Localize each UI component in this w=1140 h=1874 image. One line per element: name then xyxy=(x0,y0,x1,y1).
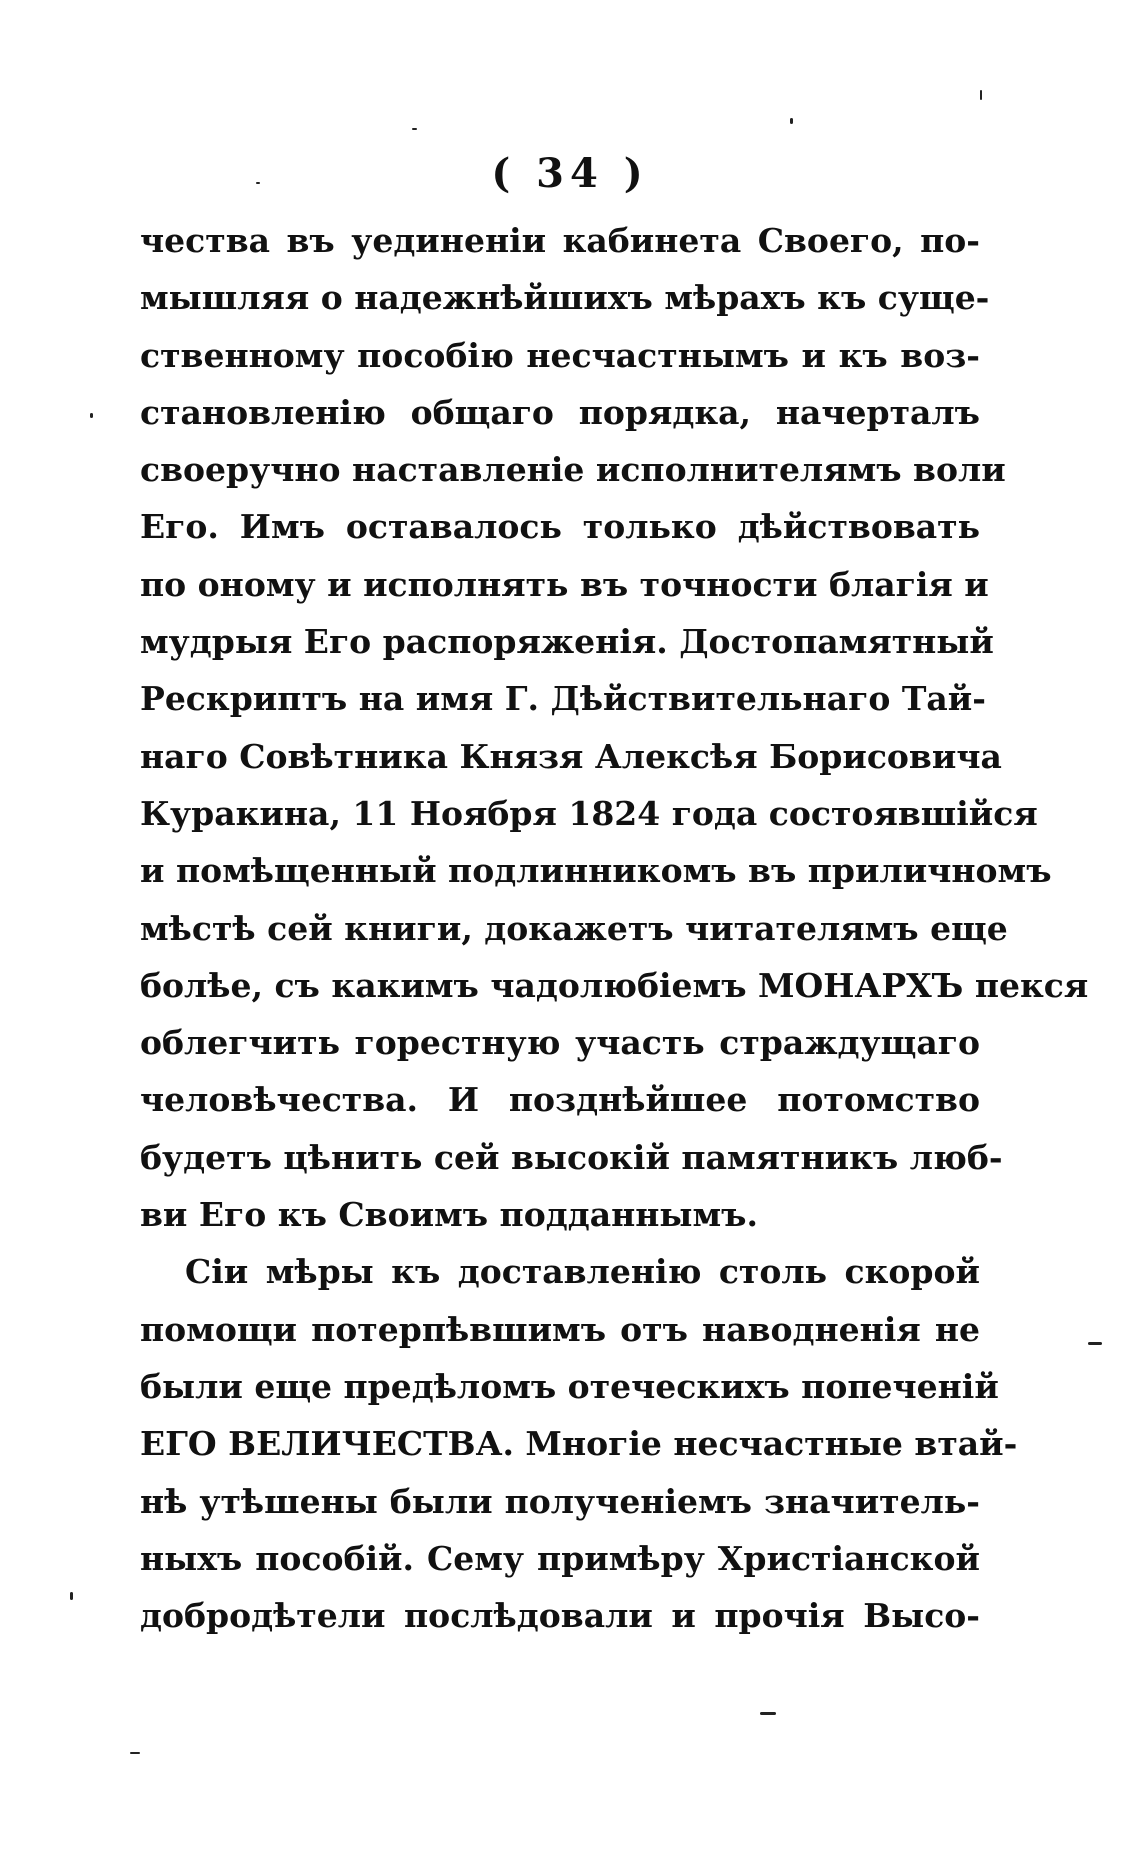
scan-speck xyxy=(90,413,93,418)
text-line: своеручно наставленіе исполнителямъ воли xyxy=(140,450,1006,490)
scan-speck xyxy=(70,1592,73,1600)
text-line: чества въ уединеніи кабинета Своего, по- xyxy=(140,221,980,260)
paragraph-1 xyxy=(140,212,1089,1243)
text-line: и помѣщенный подлинникомъ въ приличномъ xyxy=(140,851,1052,891)
text-line: мудрыя Его распоряженія. Достопамятный xyxy=(140,622,994,662)
text-line: Куракина, 11 Ноября 1824 года состоявшійся xyxy=(140,793,1038,833)
text-line: становленію общаго порядка, начерталъ xyxy=(140,392,980,432)
text-line: будетъ цѣнить сей высокій памятникъ люб- xyxy=(140,1137,1003,1177)
text-line: болѣе, съ какимъ чадолюбіемъ МОНАРХЪ пекся xyxy=(140,965,1089,1005)
body-text xyxy=(140,212,1089,1644)
text-line: человѣчества. И позднѣйшее потомство xyxy=(140,1080,980,1120)
text-line: были еще предѣломъ отеческихъ попеченій xyxy=(140,1366,999,1406)
text-line: Сіи мѣры къ доставленію столь скорой xyxy=(185,1252,980,1292)
scan-speck xyxy=(256,182,260,184)
paragraph-2 xyxy=(140,1243,1018,1644)
text-line: по оному и исполнять въ точности благія и xyxy=(140,564,989,604)
scan-speck xyxy=(980,90,982,100)
scan-speck xyxy=(760,1712,776,1715)
text-line: Рескриптъ на имя Г. Дѣйствительнаго Тай- xyxy=(140,679,986,719)
text-line: нѣ утѣшены были полученіемъ значитель- xyxy=(140,1481,980,1521)
text-line: помощи потерпѣвшимъ отъ наводненія не xyxy=(140,1309,980,1349)
text-line: ственному пособію несчастнымъ и къ воз- xyxy=(140,335,980,375)
text-line: ви Его къ Своимъ подданнымъ. xyxy=(140,1195,758,1235)
text-line: ныхъ пособій. Сему примѣру Христіанской xyxy=(140,1538,980,1578)
text-line: мышляя о надежнѣйшихъ мѣрахъ къ суще- xyxy=(140,278,990,318)
text-line: добродѣтели послѣдовали и прочія Высо- xyxy=(140,1596,980,1636)
page-number: ( 34 ) xyxy=(491,150,649,197)
text-line: мѣстѣ сей книги, докажетъ читателямъ еще xyxy=(140,908,1008,948)
text-line: ЕГО ВЕЛИЧЕСТВА. Многіе несчастные втай- xyxy=(140,1424,1018,1464)
scan-speck xyxy=(790,118,793,124)
scan-speck xyxy=(1088,1342,1102,1345)
text-line: Его. Имъ оставалось только дѣйствовать xyxy=(140,507,980,547)
text-line: наго Совѣтника Князя Алексѣя Борисовича xyxy=(140,736,1002,776)
text-line: облегчить горестную участь страждущаго xyxy=(140,1023,980,1063)
scan-speck xyxy=(130,1752,140,1754)
scan-speck xyxy=(412,128,417,130)
